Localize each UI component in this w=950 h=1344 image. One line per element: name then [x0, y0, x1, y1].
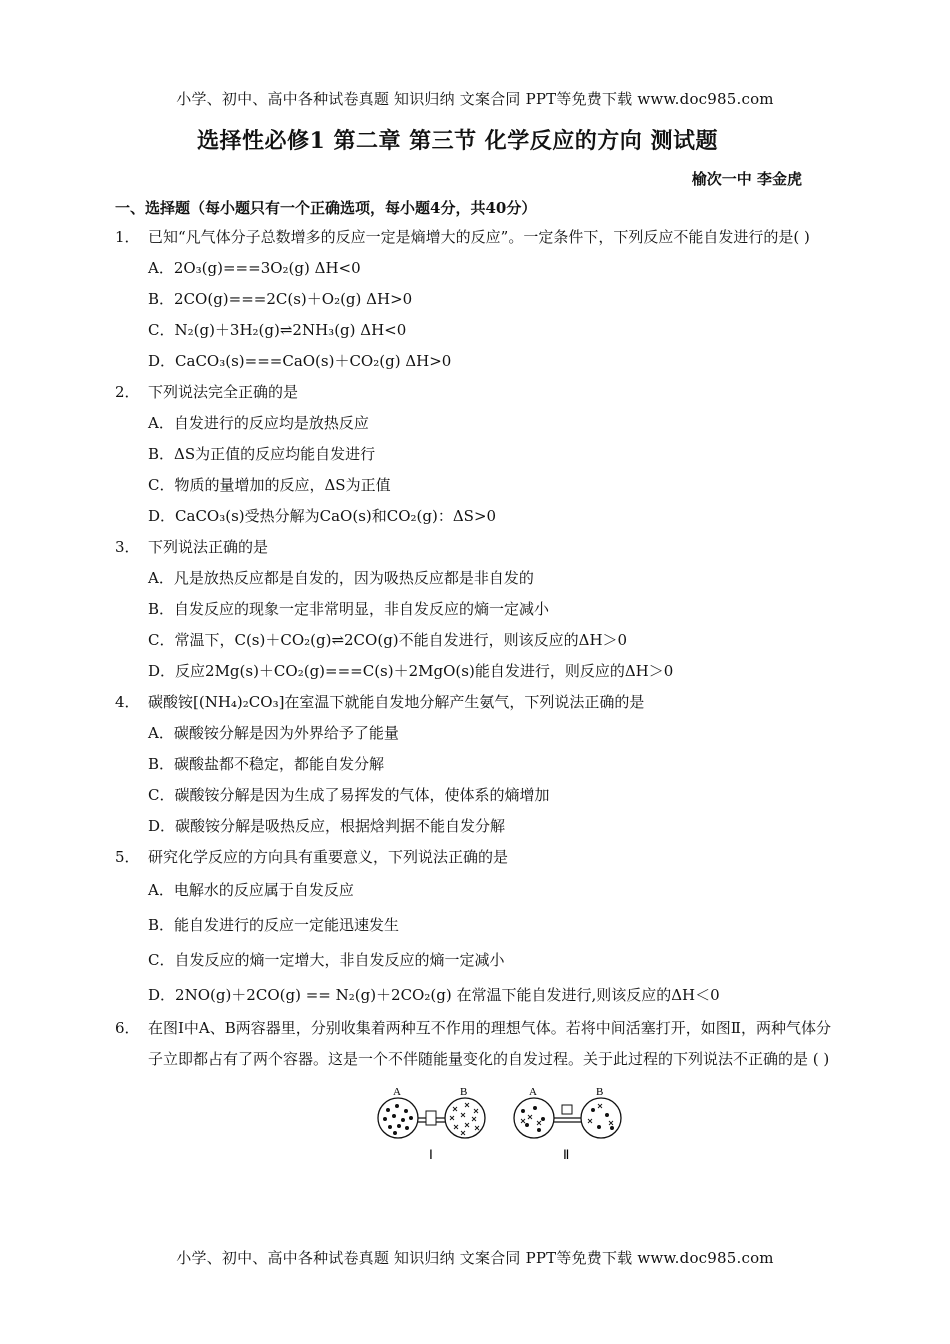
- option-c: C．N₂(g)＋3H₂(g)⇌2NH₃(g) ΔH<0: [148, 321, 407, 339]
- container-b-label: B: [460, 1086, 468, 1098]
- option-b: B．ΔS为正值的反应均能自发进行: [148, 445, 376, 463]
- question-list: [115, 222, 845, 1167]
- option-d: D．CaCO₃(s)受热分解为CaO(s)和CO₂(g)：ΔS>0: [148, 507, 497, 525]
- question-stem: 碳酸铵[(NH₄)₂CO₃]在室温下就能自发地分解产生氨气，下列说法正确的是: [148, 693, 645, 711]
- option-b: B．2CO(g)===2C(s)＋O₂(g) ΔH>0: [148, 290, 413, 308]
- question-stem: 下列说法完全正确的是: [148, 383, 299, 401]
- gas-molecules-b: [450, 1103, 479, 1135]
- page-header: 小学、初中、高中各种试卷真题 知识归纳 文案合同 PPT等免费下载 www.doc985.com: [176, 90, 774, 108]
- option-a: A．碳酸铵分解是因为外界给予了能量: [148, 724, 399, 742]
- option-b: B．自发反应的现象一定非常明显，非自发反应的熵一定减小: [148, 600, 550, 618]
- question-5: [115, 842, 845, 1013]
- question-6: [115, 1013, 845, 1075]
- question-4: [115, 687, 845, 842]
- question-stem: 在图Ⅰ中A、B两容器里，分别收集着两种互不作用的理想气体。若将中间活塞打开，如图Ⅱ，两种气体分子立即都占有了两个容器。这是一个不伴随能量变化的自发过程。关于此过程的下列说法不正确的是 ( ): [148, 1019, 831, 1068]
- option-d: D．碳酸铵分解是吸热反应，根据焓判据不能自发分解: [148, 817, 506, 835]
- option-a: A．自发进行的反应均是放热反应: [148, 414, 369, 432]
- author: 榆次一中 李金虎: [691, 170, 802, 188]
- option-b: B．能自发进行的反应一定能迅速发生: [148, 916, 400, 934]
- container-a-label: A: [393, 1086, 401, 1098]
- container-a: [514, 1098, 554, 1138]
- question-number: 2．: [115, 383, 140, 401]
- option-c: C．碳酸铵分解是因为生成了易挥发的气体，使体系的熵增加: [148, 786, 550, 804]
- question-number: 6．: [115, 1019, 140, 1037]
- container-b: [445, 1098, 485, 1138]
- option-c: C．自发反应的熵一定增大，非自发反应的熵一定减小: [148, 951, 505, 969]
- stopcock-open: [562, 1105, 572, 1114]
- question-1: [115, 222, 845, 377]
- option-a: A．凡是放热反应都是自发的，因为吸热反应都是非自发的: [148, 569, 534, 587]
- question-3: [115, 532, 845, 687]
- question-number: 3．: [115, 538, 140, 556]
- option-a: A．2O₃(g)===3O₂(g) ΔH<0: [148, 259, 361, 277]
- container-a-label: A: [529, 1086, 537, 1098]
- question-number: 4．: [115, 693, 140, 711]
- option-c: C．物质的量增加的反应，ΔS为正值: [148, 476, 391, 494]
- question-2: [115, 377, 845, 532]
- option-d: D．反应2Mg(s)＋CO₂(g)===C(s)＋2MgO(s)能自发进行，则反应的ΔH＞0: [148, 662, 674, 680]
- gas-molecules-a: [383, 1104, 413, 1135]
- container-b: [581, 1098, 621, 1138]
- figure-i-label: Ⅰ: [429, 1147, 433, 1162]
- page-footer: 小学、初中、高中各种试卷真题 知识归纳 文案合同 PPT等免费下载 www.doc985.com: [176, 1249, 774, 1267]
- question-stem: 下列说法正确的是: [148, 538, 269, 556]
- question-number: 1．: [115, 228, 140, 246]
- option-d: D．2NO(g)＋2CO(g) == N₂(g)＋2CO₂(g) 在常温下能自发进行,则该反应的ΔH＜0: [148, 986, 720, 1004]
- question-number: 5．: [115, 848, 140, 866]
- figure-ii-label: Ⅱ: [563, 1147, 570, 1162]
- question-stem: 已知“凡气体分子总数增多的反应一定是熵增大的反应”。一定条件下，下列反应不能自发进行的是( ): [148, 228, 810, 246]
- question-stem: 研究化学反应的方向具有重要意义，下列说法正确的是: [148, 848, 509, 866]
- section-heading: 一、选择题（每小题只有一个正确选项，每小题4分，共40分）: [115, 199, 537, 217]
- container-b-label: B: [596, 1086, 604, 1098]
- stopcock-closed: [426, 1111, 436, 1125]
- option-a: A．电解水的反应属于自发反应: [148, 881, 354, 899]
- option-c: C．常温下，C(s)＋CO₂(g)⇌2CO(g)不能自发进行，则该反应的ΔH＞0: [148, 631, 628, 649]
- gas-diffusion-figure: [373, 1083, 633, 1163]
- option-d: D．CaCO₃(s)===CaO(s)＋CO₂(g) ΔH>0: [148, 352, 452, 370]
- page-title: 选择性必修1 第二章 第三节 化学反应的方向 测试题: [197, 128, 718, 154]
- option-b: B．碳酸盐都不稳定，都能自发分解: [148, 755, 385, 773]
